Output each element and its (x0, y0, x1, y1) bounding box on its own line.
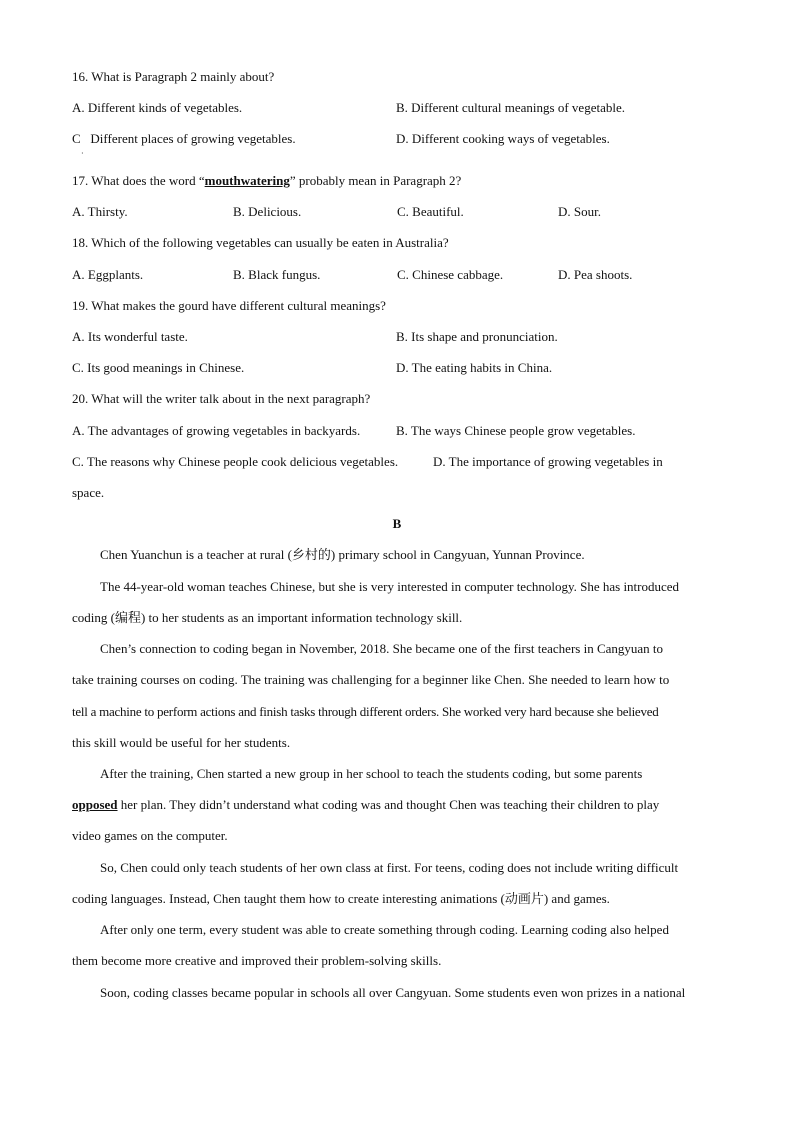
passage-line-10: video games on the computer. (72, 828, 228, 843)
question-20-option-b: B. The ways Chinese people grow vegetables. (396, 423, 636, 438)
passage-line-13: After only one term, every student was able to create something through coding. Learning coding also helped (100, 922, 669, 937)
question-17-stem-suffix: ” probably mean in Paragraph 2? (289, 173, 462, 188)
passage-line-5: take training courses on coding. The training was challenging for a beginner like Chen. She needed to learn how to (72, 672, 670, 687)
question-20-option-c: C. The reasons why Chinese people cook delicious vegetables. (72, 454, 399, 469)
question-19-option-c: C. Its good meanings in Chinese. (72, 360, 245, 375)
question-19-option-b: B. Its shape and pronunciation. (396, 329, 558, 344)
stray-dot-mark: · (81, 149, 84, 158)
question-18-option-d: D. Pea shoots. (558, 267, 633, 282)
question-20-option-d-continued: space. (72, 485, 105, 500)
passage-line-9-text: her plan. They didn’t understand what coding was and thought Chen was teaching their children to play (120, 797, 660, 812)
question-20-option-d: D. The importance of growing vegetables in (433, 454, 663, 469)
question-17-option-b: B. Delicious. (233, 204, 302, 219)
question-16-option-c: C Different places of growing vegetables. (72, 131, 296, 146)
passage-keyword: opposed (72, 797, 118, 812)
question-16-option-d: D. Different cooking ways of vegetables. (396, 131, 610, 146)
question-19-option-d: D. The eating habits in China. (396, 360, 553, 375)
question-17-stem (72, 172, 461, 190)
passage-line-15: Soon, coding classes became popular in schools all over Cangyuan. Some students even won prizes in a national (100, 985, 686, 1000)
passage-line-4: Chen’s connection to coding began in November, 2018. She became one of the first teachers in Cangyuan to (100, 641, 664, 656)
question-17-stem-prefix: 17. What does the word “ (72, 173, 205, 188)
question-17-option-c: C. Beautiful. (397, 204, 464, 219)
question-16-option-a: A. Different kinds of vegetables. (72, 100, 243, 115)
question-17-option-a: A. Thirsty. (72, 204, 128, 219)
passage-line-8: After the training, Chen started a new group in her school to teach the students coding, but some parents (100, 766, 643, 781)
passage-line-3: coding (编程) to her students as an important information technology skill. (72, 610, 463, 625)
question-16-option-b: B. Different cultural meanings of vegetable. (396, 100, 625, 115)
question-20-option-a: A. The advantages of growing vegetables in backyards. (72, 423, 361, 438)
passage-line-7: this skill would be useful for her students. (72, 735, 291, 750)
passage-line-12: coding languages. Instead, Chen taught them how to create interesting animations (动画片) and games. (72, 891, 610, 906)
passage-line-2: The 44-year-old woman teaches Chinese, but she is very interested in computer technology. She has introduced (100, 579, 680, 594)
question-17-option-d: D. Sour. (558, 204, 601, 219)
passage-line-9 (72, 796, 722, 814)
question-19-option-a: A. Its wonderful taste. (72, 329, 188, 344)
question-16-stem: 16. What is Paragraph 2 mainly about? (72, 69, 275, 84)
passage-line-1: Chen Yuanchun is a teacher at rural (乡村的) primary school in Cangyuan, Yunnan Province. (100, 547, 585, 562)
question-18-option-b: B. Black fungus. (233, 267, 321, 282)
passage-line-11: So, Chen could only teach students of her own class at first. For teens, coding does not include writing difficult (100, 860, 679, 875)
question-17-keyword: mouthwatering (204, 173, 290, 188)
question-18-option-a: A. Eggplants. (72, 267, 144, 282)
question-19-stem: 19. What makes the gourd have different cultural meanings? (72, 298, 386, 313)
question-18-stem: 18. Which of the following vegetables can usually be eaten in Australia? (72, 235, 449, 250)
question-20-stem: 20. What will the writer talk about in the next paragraph? (72, 391, 371, 406)
passage-line-6: tell a machine to perform actions and finish tasks through different orders. She worked very hard because she believed (72, 704, 659, 719)
section-heading: B (392, 516, 402, 531)
passage-line-14: them become more creative and improved their problem-solving skills. (72, 953, 442, 968)
question-18-option-c: C. Chinese cabbage. (397, 267, 504, 282)
